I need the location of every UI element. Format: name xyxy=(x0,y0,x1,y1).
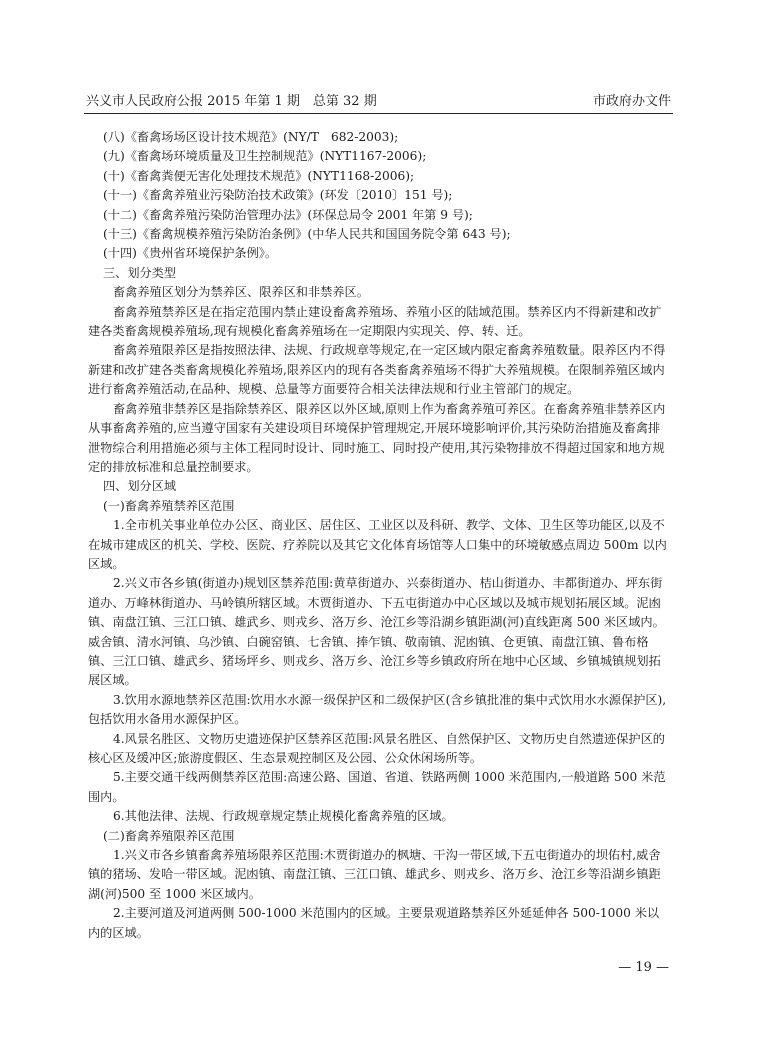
list-item: 1.兴义市各乡镇畜禽养殖场限养区范围:木贾街道办的枫塘、干沟一带区域,下五屯街道办的坝佑村,威舍镇的猪场、发哈一带区域。泥凼镇、南盘江镇、三江口镇、雄武乡、则戎乡、洛万乡、沧江乡等沿湖乡镇距湖(河)500 至 1000 米区域内。 xyxy=(88,848,661,901)
publication-title: 兴义市人民政府公报 2015 年第 1 期 总第 32 期 xyxy=(86,94,377,109)
reference-item: (九)《畜禽场环境质量及卫生控制规范》(NYT1167-2006); xyxy=(103,149,427,164)
reference-item: (十)《畜禽粪便无害化处理技术规范》(NYT1168-2006); xyxy=(103,168,415,183)
list-item: 4.风景名胜区、文物历史遗迹保护区禁养区范围:风景名胜区、自然保护区、文物历史自然遗迹保护区的核心区及缓冲区;旅游度假区、生态景观控制区及公园、公众休闲场所等。 xyxy=(88,731,665,765)
list-item: 2.主要河道及河道两侧 500-1000 米范围内的区域。主要景观道路禁养区外延延伸各 500-1000 米以内的区域。 xyxy=(88,906,660,940)
section-heading: 三、划分类型 xyxy=(103,265,177,280)
page-header xyxy=(84,91,673,114)
section-heading: 四、划分区域 xyxy=(103,479,177,494)
reference-item: (八)《畜禽场场区设计技术规范》(NY/T 682-2003); xyxy=(103,130,399,144)
list-item: 6.其他法律、法规、行政规章规定禁止规模化畜禽养殖的区域。 xyxy=(113,809,454,824)
list-item: 1.全市机关事业单位办公区、商业区、居住区、工业区以及科研、教学、文体、卫生区等功能区,以及不在城市建成区的机关、学校、医院、疗养院以及其它文化体育场馆等人口集中的环境敏感点周边 500m 以内区域。 xyxy=(88,518,667,571)
list-item: 5.主要交通干线两侧禁养区范围:高速公路、国道、省道、铁路两侧 1000 米范围内,一般道路 500 米范围内。 xyxy=(88,770,666,804)
document-body xyxy=(88,128,670,943)
list-item: 3.饮用水源地禁养区范围:饮用水水源一级保护区和二级保护区(含乡镇批准的集中式饮用水水源保护区),包括饮用水备用水源保护区。 xyxy=(88,692,667,727)
paragraph: 畜禽养殖区划分为禁养区、限养区和非禁养区。 xyxy=(113,285,369,300)
reference-item: (十四)《贵州省环境保护条例》。 xyxy=(103,246,278,261)
reference-item: (十二)《畜禽养殖污染防治管理办法》(环保总局令 2001 年第 9 号); xyxy=(103,207,473,222)
list-item: 2.兴义市各乡镇(街道办)规划区禁养范围:黄草街道办、兴泰街道办、桔山街道办、丰都街道办、坪东街道办、万峰林街道办、马岭镇所辖区域。木贾街道办、下五屯街道办中心区域以及城市规划拓展区域。泥凼镇、南盘江镇、三江口镇、雄武乡、则戎乡、洛万乡、沧江乡等沿湖乡镇距湖(河)直线距离 500 米区域内。威舍镇、清水河镇、乌沙镇、白碗窑镇、七舍镇、捧乍镇、敬南镇、泥凼镇、仓更镇、南盘江镇、鲁布格镇、三江口镇、雄武乡、猪场坪乡、则戎乡、洛万乡、沧江乡等乡镇政府所在地中心区域、乡镇城镇规划拓展区域。 xyxy=(88,576,665,688)
paragraph: 畜禽养殖非禁养区是指除禁养区、限养区以外区域,原则上作为畜禽养殖可养区。在畜禽养殖非禁养区内从事畜禽养殖的,应当遵守国家有关建设项目环境保护管理规定,开展环境影响评价,其污染防治措施及畜禽排泄物综合利用措施必须与主体工程同时设计、同时施工、同时投产使用,其污染物排放不得超过国家和地方规定的排放标准和总量控制要求。 xyxy=(88,401,666,474)
paragraph: 畜禽养殖限养区是指按照法律、法规、行政规章等规定,在一定区域内限定畜禽养殖数量。限养区内不得新建和改扩建各类畜禽规模化养殖场,限养区内的现有各类畜禽养殖场不得扩大养殖规模。在限制养殖区域内进行畜禽养殖活动,在品种、规模、总量等方面要符合相关法律法规和行业主管部门的规定。 xyxy=(88,343,666,397)
page-number: — 19 — xyxy=(618,960,669,975)
paragraph: 畜禽养殖禁养区是在指定范围内禁止建设畜禽养殖场、养殖小区的陆域范围。禁养区内不得新建和改扩建各类畜禽规模养殖场,现有规模化畜禽养殖场在一定期限内实现关、停、转、迁。 xyxy=(88,304,662,339)
subsection-heading: (二)畜禽养殖限养区范围 xyxy=(103,828,235,843)
reference-item: (十三)《畜禽规模养殖污染防治条例》(中华人民共和国国务院令第 643 号); xyxy=(103,227,511,242)
reference-item: (十一)《畜禽养殖业污染防治技术政策》(环发〔2010〕151 号); xyxy=(103,188,453,203)
subsection-heading: (一)畜禽养殖禁养区范围 xyxy=(103,498,235,513)
section-label: 市政府办文件 xyxy=(592,94,671,109)
